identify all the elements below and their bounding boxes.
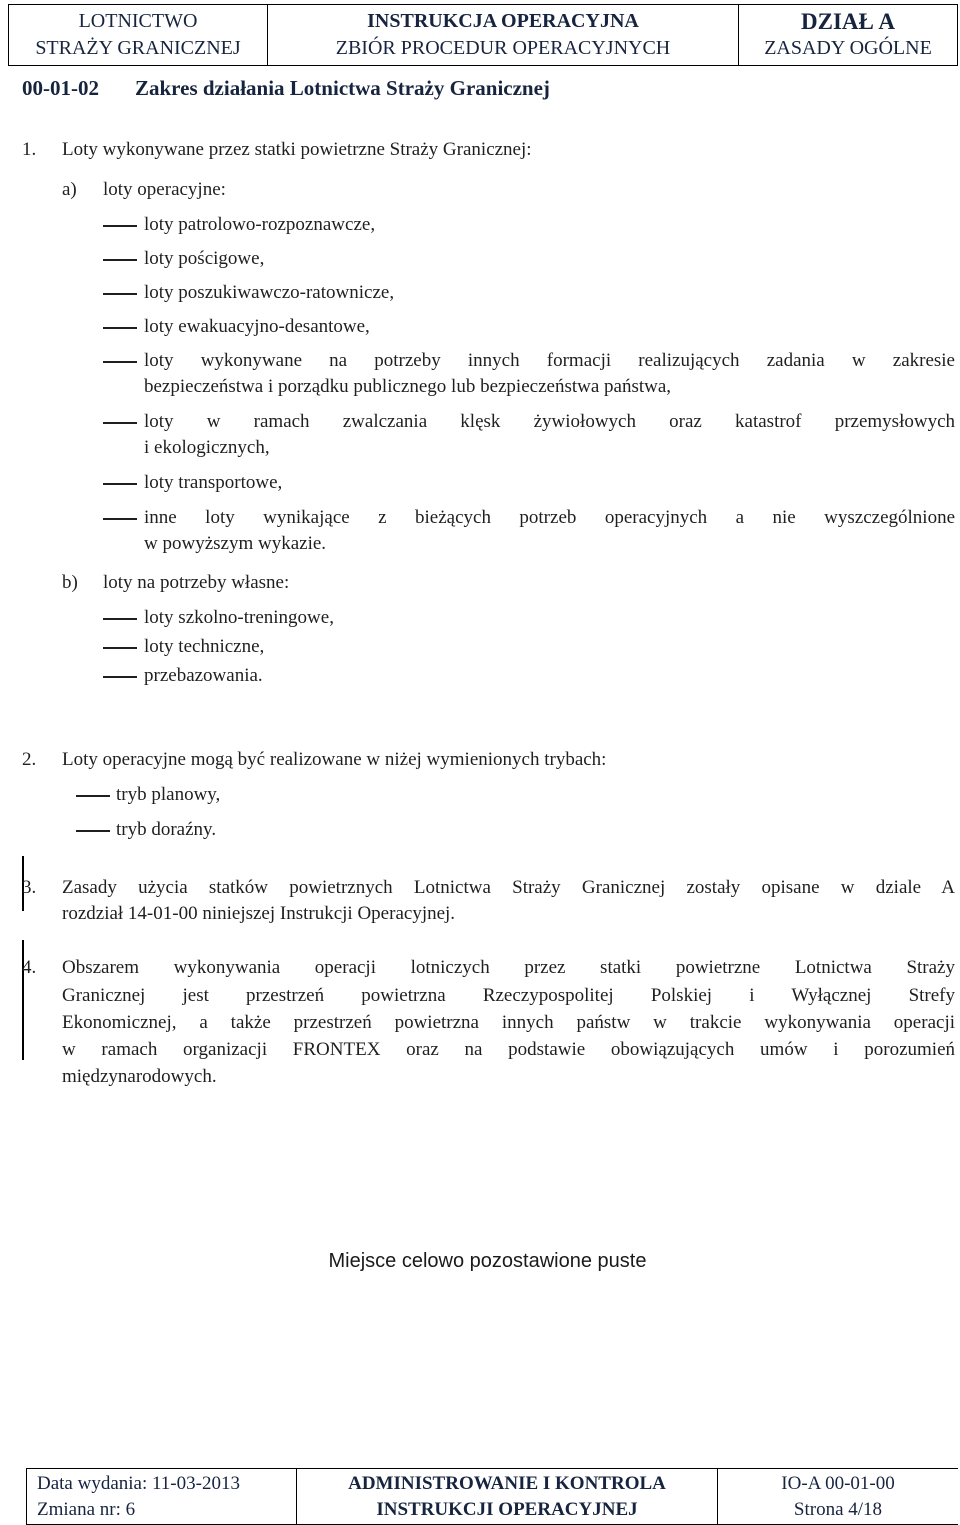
page-footer — [26, 1468, 958, 1525]
p3-line: rozdział 14-01-00 niniejszej Instrukcji Operacyjnej. — [62, 903, 456, 924]
list-item: loty szkolno-treningowe, — [144, 607, 334, 628]
page-header — [8, 4, 958, 66]
header-org-line2: STRAŻY GRANICZNEJ — [35, 37, 241, 59]
footer-doc-code: IO-A 00-01-00 — [781, 1472, 895, 1494]
footer-issue-date: Data wydania: 11-03-2013 — [37, 1472, 240, 1494]
list-item: tryb planowy, — [116, 784, 221, 805]
header-organization — [9, 5, 267, 65]
header-doc-line2: ZBIÓR PROCEDUR OPERACYJNYCH — [335, 37, 671, 59]
list-item: loty transportowe, — [144, 472, 283, 493]
p3-line: Zasady użycia statków powietrznych Lotnictwa Straży Granicznej zostały opisane w dziale A — [62, 877, 955, 898]
footer-issue-info — [26, 1469, 296, 1524]
p2-number: 2. — [22, 749, 37, 770]
dash-icon — [103, 676, 137, 678]
dash-icon — [103, 647, 137, 649]
dash-icon — [103, 422, 137, 424]
p1-number: 1. — [22, 139, 37, 160]
section-heading — [22, 76, 586, 101]
dash-icon — [103, 293, 137, 295]
list-item: przebazowania. — [144, 665, 263, 686]
p4-line: Obszarem wykonywania operacji lotniczych przez statki powietrzne Lotnictwa Straży — [62, 957, 955, 978]
p4-line: w ramach organizacji FRONTEX oraz na podstawie obowiązujących umów i porozumień — [62, 1039, 955, 1060]
dash-icon — [103, 361, 137, 363]
p4-line: międzynarodowych. — [62, 1066, 217, 1087]
list-item-continuation: i ekologicznych, — [144, 437, 270, 458]
footer-page-number: Strona 4/18 — [793, 1498, 883, 1520]
list-item: loty w ramach zwalczania klęsk żywiołowych oraz katastrof przemysłowych — [144, 411, 955, 432]
dash-icon — [76, 830, 110, 832]
list-item-continuation: bezpieczeństwa i porządku publicznego lub bezpieczeństwa państwa, — [144, 376, 672, 397]
list-item: loty patrolowo-rozpoznawcze, — [144, 214, 376, 235]
list-item: tryb doraźny. — [116, 819, 217, 840]
footer-change-number: Zmiana nr: 6 — [37, 1498, 136, 1520]
p1-b-text: loty na potrzeby własne: — [103, 572, 290, 593]
dash-icon — [103, 259, 137, 261]
footer-admin-line2: INSTRUKCJI OPERACYJNEJ — [376, 1498, 638, 1520]
footer-page-info — [717, 1469, 958, 1524]
p4-line: Ekonomicznej, a także przestrzeń powietrzna innych państw w trakcie wykonywania operacji — [62, 1012, 955, 1033]
p1-b-label: b) — [62, 572, 78, 593]
p1-a-label: a) — [62, 179, 77, 200]
header-section — [738, 5, 957, 65]
list-item: loty pościgowe, — [144, 248, 265, 269]
list-item-continuation: w powyższym wykazie. — [144, 533, 327, 554]
header-section-line2: ZASADY OGÓLNE — [764, 37, 932, 59]
dash-icon — [103, 327, 137, 329]
header-section-line1: DZIAŁ A — [801, 9, 895, 34]
dash-icon — [76, 795, 110, 797]
p4-number: 4. — [22, 957, 37, 978]
p1-a-text: loty operacyjne: — [103, 179, 226, 200]
p1-text: Loty wykonywane przez statki powietrzne Straży Granicznej: — [62, 139, 532, 160]
list-item: inne loty wynikające z bieżących potrzeb operacyjnych a nie wyszczególnione — [144, 507, 955, 528]
blank-page-note: Miejsce celowo pozostawione puste — [328, 1250, 647, 1272]
dash-icon — [103, 483, 137, 485]
header-org-line1: LOTNICTWO — [78, 10, 198, 32]
section-title: Zakres działania Lotnictwa Straży Granicznej — [135, 76, 550, 100]
section-number: 00-01-02 — [22, 76, 99, 100]
list-item: loty poszukiwawczo-ratownicze, — [144, 282, 395, 303]
p2-text: Loty operacyjne mogą być realizowane w niżej wymienionych trybach: — [62, 749, 607, 770]
header-document — [267, 5, 738, 65]
list-item: loty ewakuacyjno-desantowe, — [144, 316, 370, 337]
dash-icon — [103, 225, 137, 227]
header-doc-line1: INSTRUKCJA OPERACYJNA — [367, 10, 639, 32]
list-item: loty wykonywane na potrzeby innych formacji realizujących zadania w zakresie — [144, 350, 955, 371]
p4-line: Granicznej jest przestrzeń powietrzna Rzeczypospolitej Polskiej i Wyłącznej Strefy — [62, 985, 955, 1006]
list-item: loty techniczne, — [144, 636, 265, 657]
dash-icon — [103, 618, 137, 620]
dash-icon — [103, 518, 137, 520]
footer-admin-line1: ADMINISTROWANIE I KONTROLA — [348, 1472, 666, 1494]
footer-admin — [296, 1469, 717, 1524]
p3-number: 3. — [22, 877, 37, 898]
